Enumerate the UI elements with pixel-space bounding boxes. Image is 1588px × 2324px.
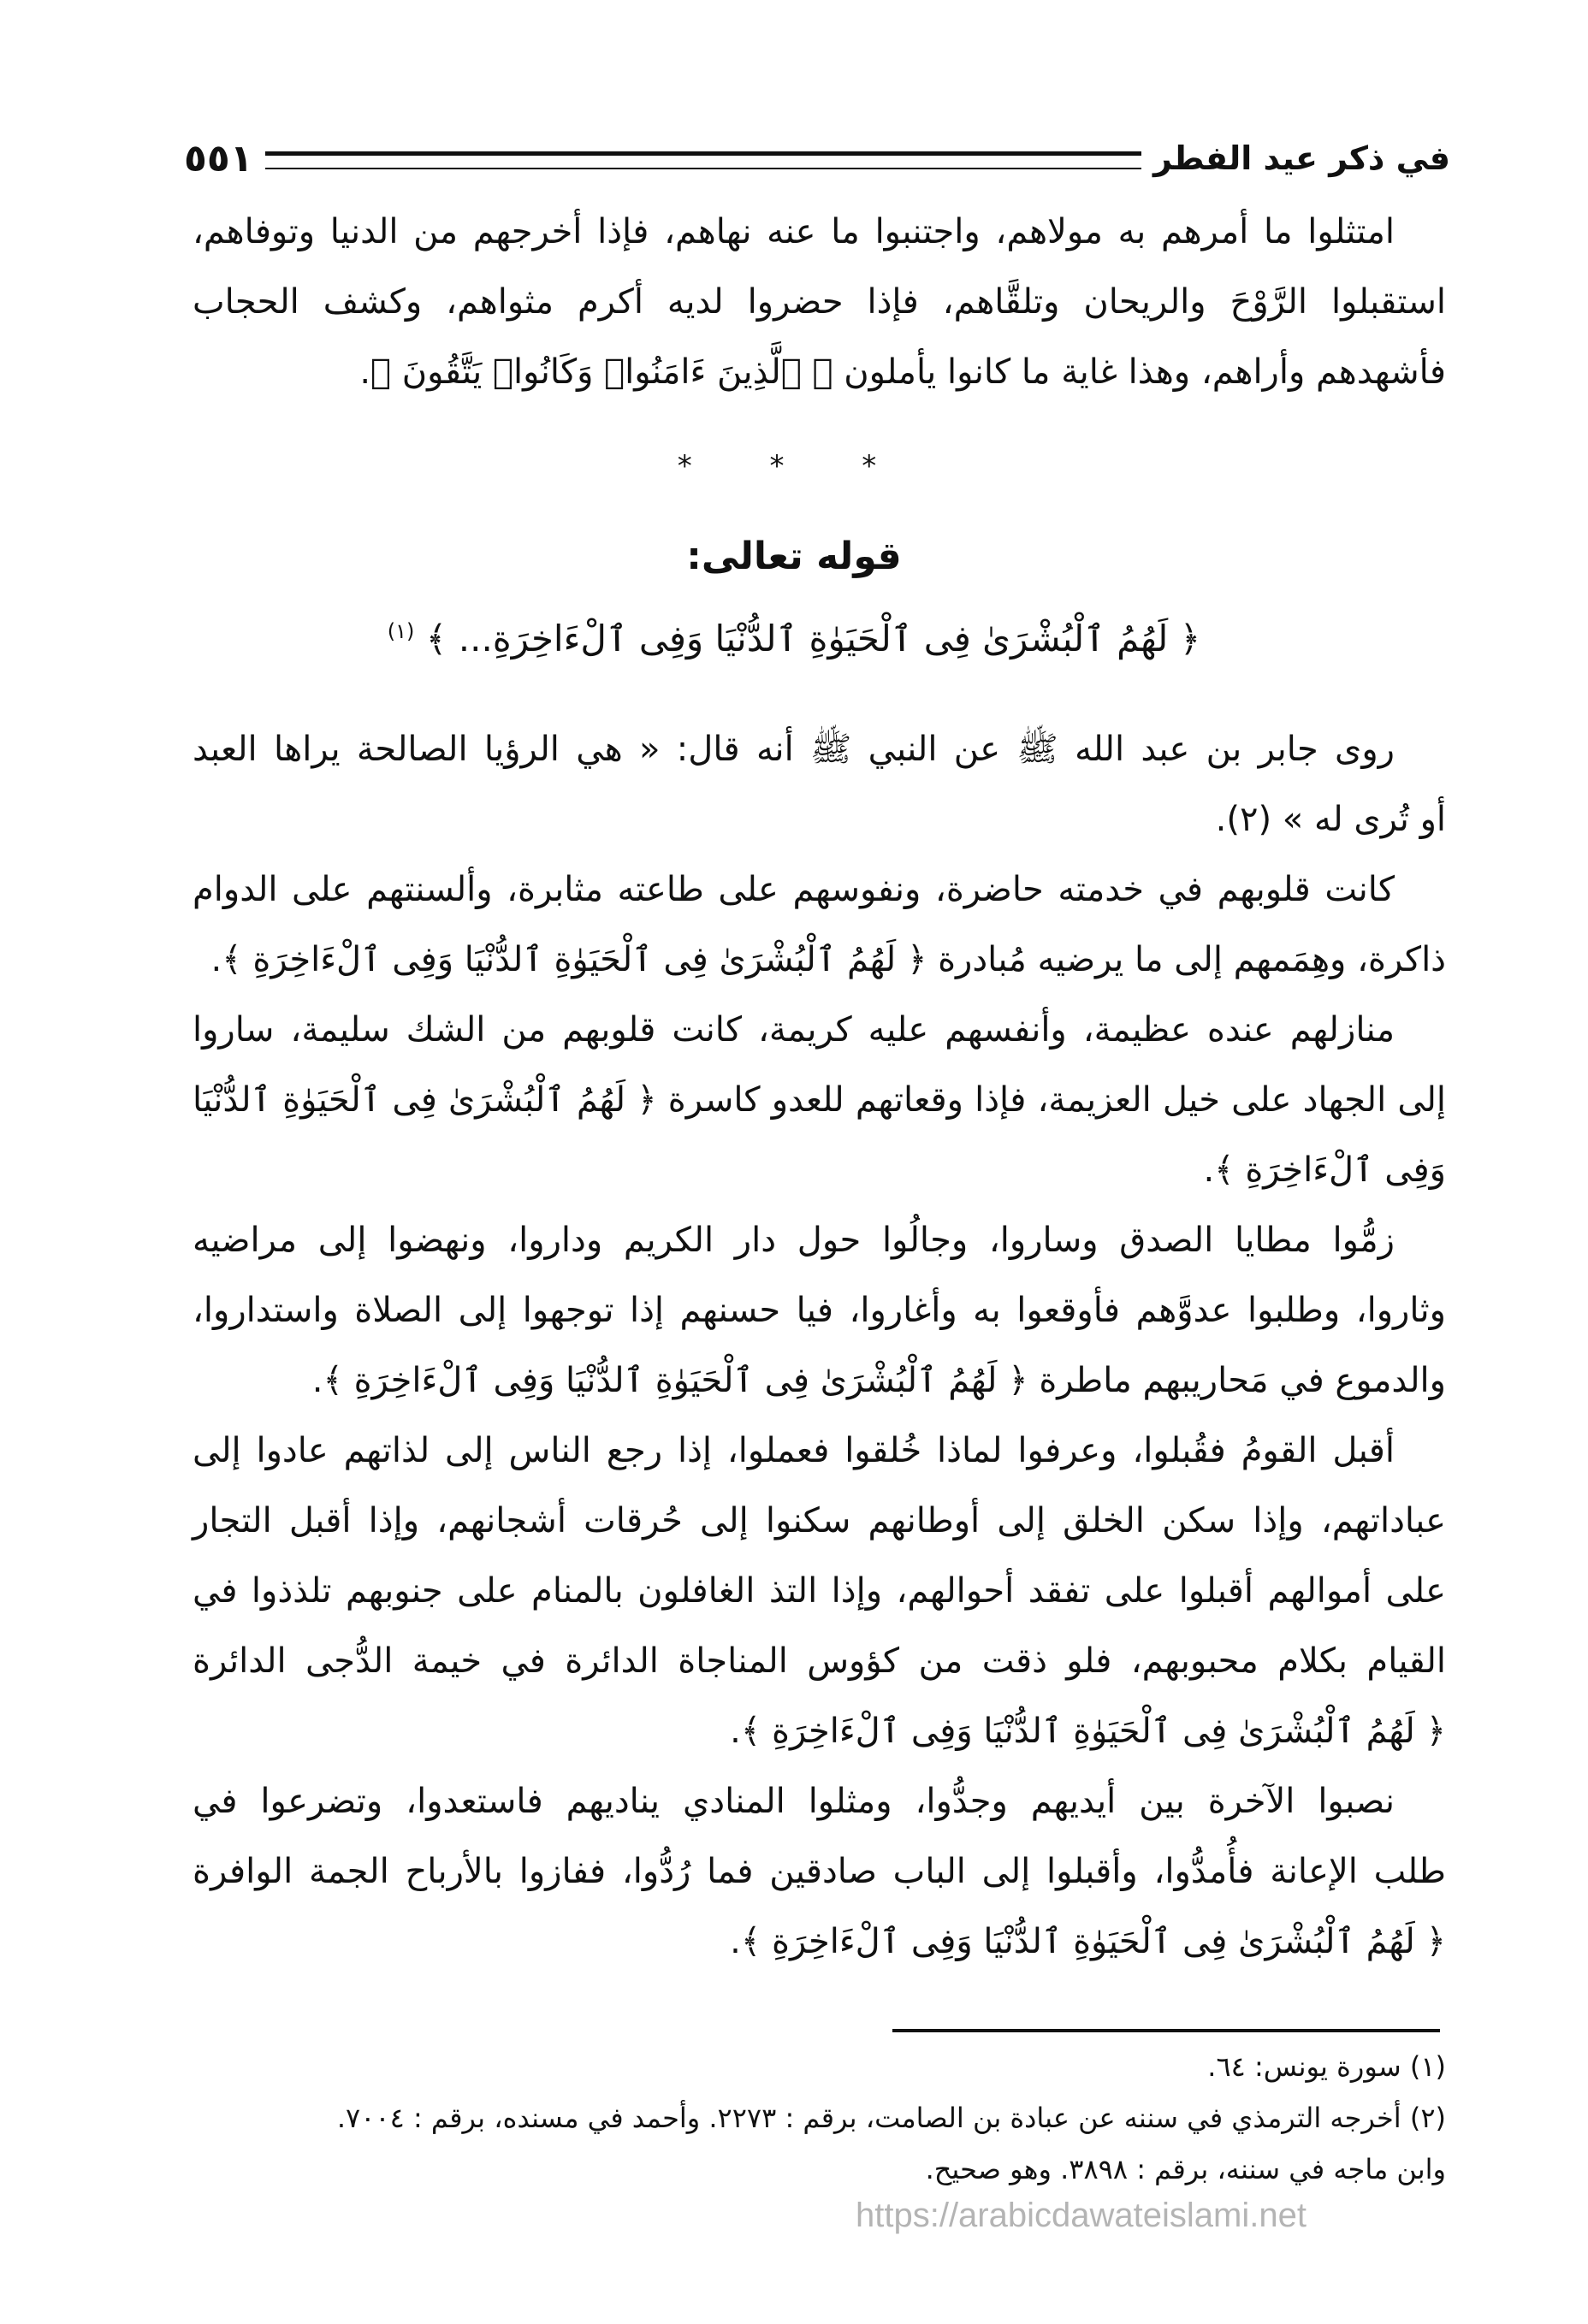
running-header (184, 128, 1450, 188)
verse-text: ﴿ لَهُمُ ٱلْبُشْرَىٰ فِى ٱلْحَيَوٰةِ ٱلدُّنْيَا وَفِى ٱلْءَاخِرَةِ... ﴾ (425, 618, 1201, 659)
paragraph (193, 995, 1446, 1205)
paragraph (193, 1205, 1446, 1416)
text-line: والدموع في مَحاريبهم ماطرة ﴿ لَهُمُ ٱلْبُشْرَىٰ فِى ٱلْحَيَوٰةِ ٱلدُّنْيَا وَفِى ٱلْءَاخِرَةِ ﴾. (311, 1361, 1446, 1400)
paragraph (193, 714, 1446, 854)
quran-verse (0, 618, 1588, 659)
paragraph (193, 1416, 1446, 1766)
footnote-1: (١) سورة يونس: ٦٤. (1207, 2050, 1446, 2083)
text-line: على أموالهم أقبلوا على تفقد أحوالهم، وإذا التذ الغافلون بالمنام على جنوبهم تلذذوا في (193, 1571, 1446, 1611)
text-line: إلى الجهاد على خيل العزيمة، فإذا وقعاتهم للعدو كاسرة ﴿ لَهُمُ ٱلْبُشْرَىٰ فِى ٱلْحَيَوٰةِ ٱلدُّنْيَا (193, 1080, 1446, 1120)
chapter-title: في ذكر عيد الفطر (1153, 139, 1450, 177)
text-line: كانت قلوبهم في خدمته حاضرة، ونفوسهم على طاعته مثابرة، وألسنتهم على الدوام (193, 870, 1395, 909)
text-line: أقبل القومُ فقُبلوا، وعرفوا لماذا خُلقوا فعملوا، إذا رجع الناس إلى لذاتهم عادوا إلى (193, 1431, 1395, 1470)
paragraph (193, 1766, 1446, 1977)
text-line: منازلهم عنده عظيمة، وأنفسهم عليه كريمة، كانت قلوبهم من الشك سليمة، ساروا (193, 1010, 1395, 1050)
section-heading: قوله تعالى: (686, 535, 902, 578)
footnote-2: (٢) أخرجه الترمذي في سننه عن عبادة بن الصامت، برقم : ٢٢٧٣. وأحمد في مسنده، برقم : ٧٠٠٤. (336, 2102, 1446, 2134)
text-line: نصبوا الآخرة بين أيديهم وجدُّوا، ومثلوا المنادي يناديهم فاستعدوا، وتضرعوا في (193, 1782, 1395, 1821)
text-line: وَفِى ٱلْءَاخِرَةِ ﴾. (1203, 1150, 1446, 1190)
watermark-link[interactable]: https://arabicdawateislami.net (856, 2197, 1307, 2234)
body-text (193, 714, 1446, 1977)
footnote-rule (892, 2029, 1440, 2032)
text-line: روى جابر بن عبد الله ﷺ عن النبي ﷺ أنه قال: « هي الرؤيا الصالحة يراها العبد (193, 730, 1395, 769)
intro-paragraph (193, 197, 1446, 407)
paragraph (193, 197, 1446, 407)
text-line: أو تُرى له » (٢). (1215, 800, 1446, 839)
text-line: وثاروا، وطلبوا عدوَّهم فأوقعوا به وأغاروا، فيا حسنهم إذا توجهوا إلى الصلاة واستداروا، (193, 1291, 1446, 1330)
text-line: ﴿ لَهُمُ ٱلْبُشْرَىٰ فِى ٱلْحَيَوٰةِ ٱلدُّنْيَا وَفِى ٱلْءَاخِرَةِ ﴾. (730, 1712, 1446, 1751)
text-line: فأشهدهم وأراهم، وهذا غاية ما كانوا يأملون ﴿ ٱلَّذِينَ ءَامَنُوا۟ وَكَانُوا۟ يَتَّقُونَ ﴾. (359, 352, 1446, 392)
page-number: ٥٥١ (184, 136, 253, 180)
section-separator: * * * (677, 449, 911, 483)
text-line: عباداتهم، وإذا سكن الخلق إلى أوطانهم سكنوا إلى حُرقات أشجانهم، وإذا أقبل التجار (193, 1501, 1446, 1540)
text-line: استقبلوا الرَّوْحَ والريحان وتلقَّاهم، فإذا حضروا لديه أكرم مثواهم، وكشف الحجاب (193, 282, 1446, 322)
footnote-ref: (١) (387, 619, 415, 643)
text-line: القيام بكلام محبوبهم، فلو ذقت من كؤوس المناجاة الدائرة في خيمة الدُّجى الدائرة (193, 1641, 1446, 1681)
footnote-2-continued: وابن ماجه في سننه، برقم : ٣٨٩٨. وهو صحيح. (925, 2153, 1446, 2185)
footnotes (171, 2029, 1446, 2236)
paragraph (193, 854, 1446, 995)
text-line: ﴿ لَهُمُ ٱلْبُشْرَىٰ فِى ٱلْحَيَوٰةِ ٱلدُّنْيَا وَفِى ٱلْءَاخِرَةِ ﴾. (730, 1922, 1446, 1961)
text-line: زمُّوا مطايا الصدق وساروا، وجالُوا حول دار الكريم وداروا، ونهضوا إلى مراضيه (193, 1221, 1395, 1260)
text-line: ذاكرة، وهِمَمهم إلى ما يرضيه مُبادرة ﴿ لَهُمُ ٱلْبُشْرَىٰ فِى ٱلْحَيَوٰةِ ٱلدُّنْيَا وَفِى ٱلْءَاخِرَةِ ﴾. (210, 940, 1446, 979)
text-line: امتثلوا ما أمرهم به مولاهم، واجتنبوا ما عنه نهاهم، فإذا أخرجهم من الدنيا وتوفاهم، (193, 212, 1395, 251)
header-rule (265, 151, 1141, 169)
text-line: طلب الإعانة فأُمدُّوا، وأقبلوا إلى الباب صادقين فما رُدُّوا، ففازوا بالأرباح الجمة الوافرة (193, 1852, 1446, 1891)
